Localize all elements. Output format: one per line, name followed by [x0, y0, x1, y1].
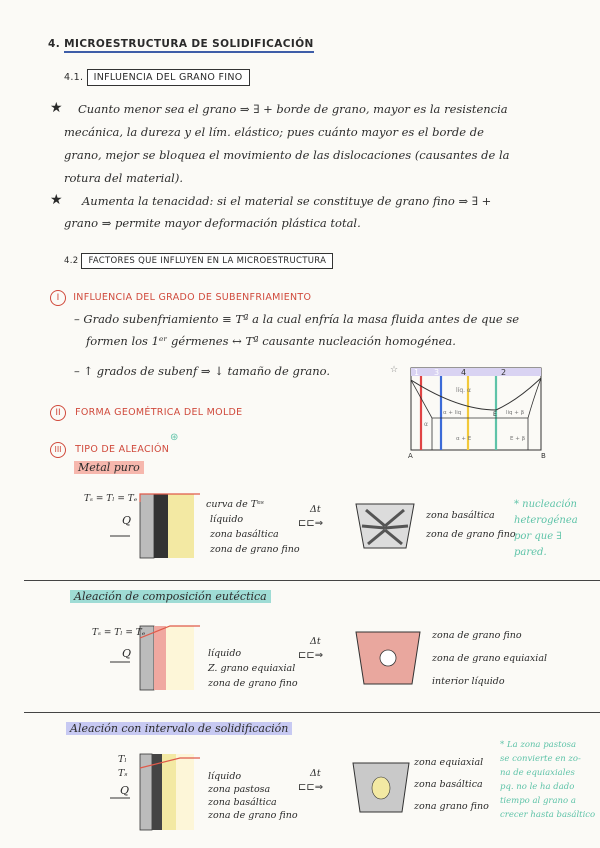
phase-region-label: liq + β — [506, 410, 525, 416]
metal-label: zona de grano fino — [210, 544, 300, 555]
process-arrow-icon: ⊏⊏⇒ — [298, 782, 324, 793]
interval-title-text: Aleación con intervalo de solidificación — [66, 722, 292, 735]
heat-label: Q — [120, 784, 130, 797]
interval-label: líquido — [208, 771, 242, 782]
interval-label: zona basáltica — [208, 797, 277, 808]
eutectic-label: zona de grano fino — [208, 678, 298, 689]
note-line: pq. no le ha dado — [500, 782, 575, 792]
factor-2-heading — [50, 400, 242, 421]
eutectic-title — [70, 590, 271, 603]
roman-numeral-badge: II — [50, 405, 66, 421]
eutectic-label: líquido — [208, 648, 242, 659]
factor-1-title: INFLUENCIA DEL GRADO DE SUBENFRIAMIENTO — [73, 292, 312, 303]
delta-t-label: Δt — [310, 768, 321, 779]
bullet-2 — [64, 190, 552, 234]
mold-wall — [140, 494, 154, 558]
note-line: heterogénea — [514, 515, 578, 526]
bullet-2-line: grano ⇒ permite mayor deformación plástica total. — [64, 216, 361, 230]
bullet-1-line: Cuanto menor sea el grano ⇒ ∃ + borde de grano, mayor es la resistencia — [78, 102, 508, 116]
bullet-1-line: rotura del material). — [64, 171, 183, 185]
bullet-2-line: Aumenta la tenacidad: si el material se constituye de grano fino ⇒ ∃ + — [82, 194, 492, 208]
interval-title — [66, 722, 292, 735]
subsection-4-1 — [64, 72, 250, 83]
liquidus-label: Tₗ — [118, 754, 127, 765]
bullet-star-icon: ★ — [50, 100, 63, 116]
metal-right-label: zona basáltica — [426, 510, 495, 521]
interval-label: zona de grano fino — [208, 810, 298, 821]
interval-note — [500, 738, 596, 822]
bullet-star-icon: ★ — [50, 192, 63, 208]
solidus-label: Tₛ — [118, 768, 128, 779]
phase-region-label: α — [424, 421, 428, 428]
interval-right-label: zona basáltica — [414, 779, 483, 790]
note-line: * La zona pastosa — [500, 740, 577, 750]
divider — [24, 712, 600, 713]
factor-3-title: TIPO DE ALEACIÓN — [75, 444, 170, 455]
metal-label: líquido — [210, 514, 244, 525]
eutectic-right-label: interior líquido — [432, 676, 505, 687]
columnar-zone — [154, 494, 168, 558]
phase-top-band — [411, 368, 541, 376]
eutectic-labels — [208, 646, 298, 691]
liquid-zone — [176, 754, 194, 830]
mushy-zone — [162, 754, 176, 830]
bullet-1-line: grano, mejor se bloquea el movimiento de las dislocaciones (causantes de la — [64, 148, 510, 162]
metal-cross-section — [352, 500, 418, 552]
note-line: crecer hasta basáltico — [500, 810, 596, 820]
phase-col-label: 3 — [434, 368, 440, 377]
metal-right-labels — [426, 508, 516, 542]
heat-label: Q — [122, 647, 132, 660]
roman-numeral-badge: I — [50, 290, 66, 306]
metal-label: zona basáltica — [210, 529, 279, 540]
phase-col-label: 1 — [414, 368, 420, 377]
eutectic-right-label: zona de grano equiaxial — [432, 653, 548, 664]
subsection-number: 4.1. — [64, 72, 84, 83]
liquid-zone — [168, 494, 194, 558]
phase-diagram — [388, 360, 550, 460]
note-line: tiempo al grano a — [500, 796, 576, 806]
note-line: se convierte en zo- — [500, 754, 581, 764]
factor-1-line: formen los 1ᵉʳ gérmenes ↔ Tª causante nucleación homogénea. — [86, 334, 456, 348]
subsection-title: INFLUENCIA DEL GRANO FINO — [87, 69, 250, 86]
divider — [24, 580, 600, 581]
interval-right-labels — [414, 752, 489, 818]
factor-1-line: – Grado subenfriamiento ≡ Tª a la cual enfría la masa fluida antes de que se — [74, 312, 520, 326]
factor-1-heading — [50, 290, 311, 306]
metal-labels — [206, 497, 300, 557]
subsection-title: FACTORES QUE INFLUYEN EN LA MICROESTRUCTURA — [81, 253, 333, 269]
subsection-number: 4.2 — [64, 256, 79, 266]
process-arrow-icon: ⊏⊏⇒ — [298, 518, 324, 529]
note-line: na de equiaxiales — [500, 768, 575, 778]
factor-1-line: – ↑ grados de subenf ⇒ ↓ tamaño de grano. — [74, 364, 330, 378]
metal-note — [514, 497, 578, 561]
subsection-4-2 — [64, 256, 333, 266]
process-arrow-icon: ⊏⊏⇒ — [298, 650, 324, 661]
note-line: por que ∃ — [514, 531, 562, 542]
eutectic-label: Z. grano equiaxial — [208, 663, 296, 674]
metal-temp-eq: Tₛ = Tₗ = Tₑ — [84, 494, 138, 504]
liquid-zone — [166, 626, 194, 690]
phase-region-label: α + liq — [443, 410, 462, 416]
heat-label: Q — [122, 514, 132, 527]
delta-t-label: Δt — [310, 636, 321, 647]
eutectic-title-text: Aleación de composición eutéctica — [70, 590, 271, 603]
phase-region-label: E + β — [510, 436, 526, 442]
phase-axis-label: B — [541, 452, 546, 460]
section-title-text: MICROESTRUCTURA DE SOLIDIFICACIÓN — [64, 38, 314, 53]
interval-labels — [208, 770, 298, 822]
equiaxed-zone — [154, 626, 166, 690]
factor-3-heading — [50, 437, 169, 458]
note-line: * nucleación — [514, 499, 577, 510]
phase-liq-label: líq. α — [456, 387, 471, 394]
phase-col-label: 4 — [461, 368, 467, 377]
columnar-zone — [152, 754, 162, 830]
equiaxed-core — [372, 777, 390, 799]
interval-right-label: zona grano fino — [414, 801, 489, 812]
liquid-core — [380, 650, 396, 666]
delta-t-label: Δt — [310, 504, 321, 515]
eutectic-cross-section — [352, 628, 424, 688]
phase-axis-label: A — [408, 452, 413, 460]
metal-title-text: Metal puro — [74, 461, 144, 474]
interval-label: zona pastosa — [208, 784, 271, 795]
phase-region-label: α + E — [456, 436, 472, 442]
bullet-1-line: mecánica, la dureza y el lím. elástico; pues cuánto mayor es el borde de — [64, 125, 484, 139]
eutectic-temp-eq: Tₛ = Tₗ = Tₑ — [92, 628, 146, 638]
eutectic-right-label: zona de grano fino — [432, 630, 522, 641]
liquidus-curve — [411, 378, 541, 410]
phase-star-icon: ☆ — [390, 365, 399, 375]
teal-star-icon: ⊛ — [170, 432, 179, 443]
interval-right-label: zona equiaxial — [414, 757, 484, 768]
phase-col-label: 2 — [501, 368, 507, 377]
factor-2-title: FORMA GEOMÉTRICA DEL MOLDE — [75, 407, 243, 418]
phase-eutectic-label: E — [493, 411, 497, 418]
note-line: pared. — [514, 547, 547, 558]
section-number: 4. — [48, 38, 61, 50]
section-title — [48, 38, 314, 50]
roman-numeral-badge: III — [50, 442, 66, 458]
interval-diagram — [80, 748, 220, 838]
metal-label: curva de Tᵉˢ — [206, 499, 264, 510]
metal-right-label: zona de grano fino — [426, 529, 516, 540]
eutectic-right-labels — [432, 624, 547, 693]
interval-cross-section — [350, 760, 412, 816]
solidus-right — [528, 378, 541, 450]
bullet-1 — [64, 98, 558, 190]
metal-title — [74, 461, 144, 474]
